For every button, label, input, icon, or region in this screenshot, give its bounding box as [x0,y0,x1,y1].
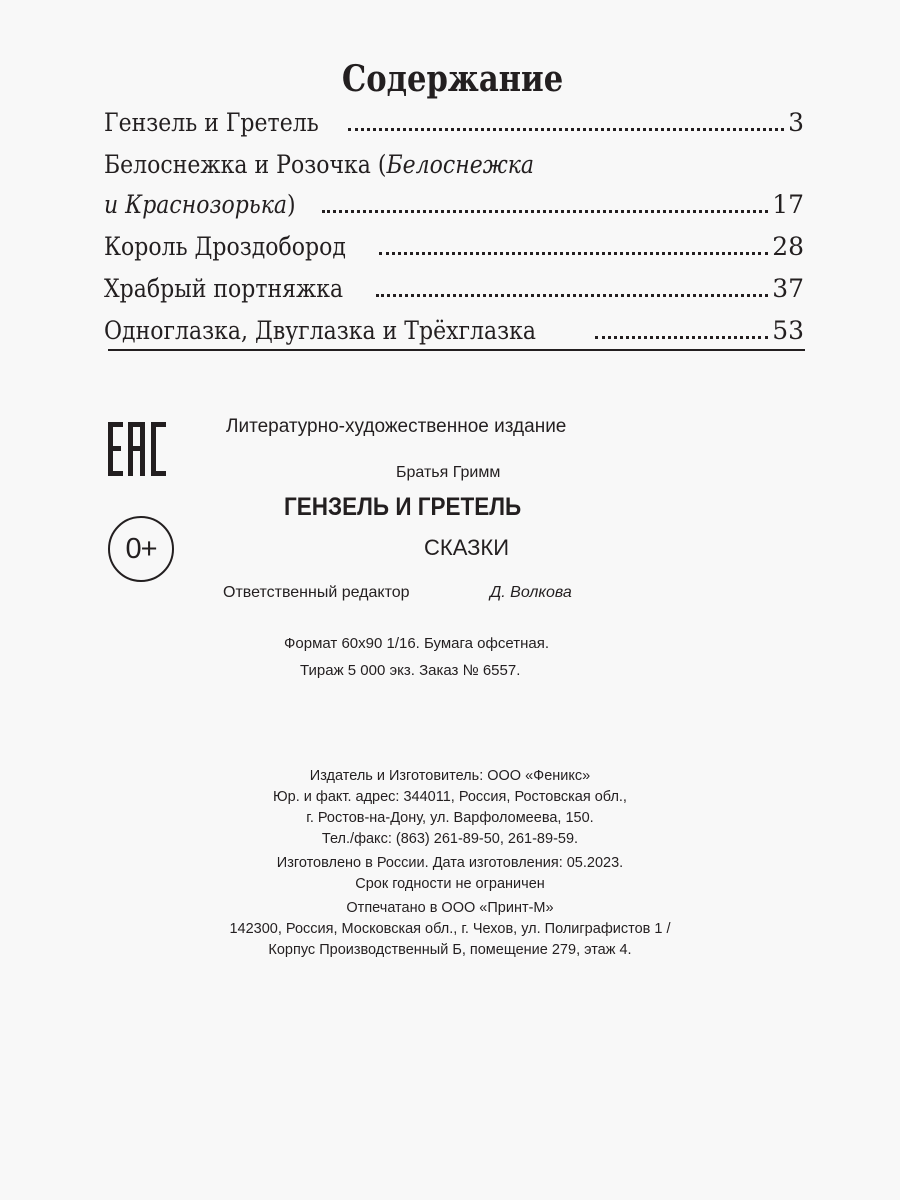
publisher-phone: Тел./факс: (863) 261-89-50, 261-89-59. [321,831,579,847]
editor-name: Д. Волкова [490,584,572,601]
leader-dots [379,251,768,255]
toc-item-title: Гензель и Гретель [104,108,319,137]
edition-type: Литературно-художественное издание [226,416,567,437]
toc-item-page: 28 [772,232,804,261]
toc-item [104,232,804,274]
toc-item-page: 53 [772,316,804,345]
printer: Отпечатано в ООО «Принт-М» [346,900,554,916]
toc-item-title: Белоснежка и Розочка (Белоснежка [104,150,534,179]
toc-item-continuation: и Краснозорька) 17 [104,190,804,219]
toc-item [104,274,804,316]
editor-role: Ответственный редактор [223,584,410,601]
printer-address: Корпус Производственный Б, помещение 279, этаж 4. [268,942,632,958]
printer-address: 142300, Россия, Московская обл., г. Чехов, ул. Полиграфистов 1 / [229,921,671,937]
publisher-address: г. Ростов-на-Дону, ул. Варфоломеева, 150. [306,810,594,826]
genre: СКАЗКИ [424,535,510,560]
print-run-info: Тираж 5 000 экз. Заказ № 6557. [300,662,521,679]
publisher: Издатель и Изготовитель: ООО «Феникс» [309,768,591,784]
toc-item [104,150,804,190]
manufacture-info: Изготовлено в России. Дата изготовления: 05.2023. [276,855,624,871]
format-info: Формат 60х90 1/16. Бумага офсетная. [284,635,549,652]
author: Братья Гримм [396,464,501,481]
age-rating-badge: 0+ [108,516,174,582]
eac-mark-icon [108,422,166,476]
toc-item [104,108,804,150]
leader-dots [376,293,768,297]
toc-item-subtitle: и Краснозорька [104,190,288,219]
publisher-address: Юр. и факт. адрес: 344011, Россия, Ростовская обл., [273,789,627,805]
toc-item-page: 3 [788,108,804,137]
toc-item-title: Храбрый портняжка [104,274,344,303]
shelf-life: Срок годности не ограничен [355,876,545,892]
toc-item-page: 17 [772,190,804,219]
leader-dots [322,209,768,213]
leader-dots [595,335,768,339]
toc-item [104,316,804,358]
table-of-contents [104,108,804,358]
toc-item-title: Король Дроздобород [104,232,346,261]
toc-item-subtitle: Белоснежка [386,150,534,179]
leader-dots [348,127,784,131]
book-title: ГЕНЗЕЛЬ И ГРЕТЕЛЬ [284,493,522,521]
toc-item-title: Одноглазка, Двуглазка и Трёхглазка [104,316,536,345]
toc-title: Содержание [341,58,564,100]
toc-item-page: 37 [772,274,804,303]
divider [108,349,805,351]
